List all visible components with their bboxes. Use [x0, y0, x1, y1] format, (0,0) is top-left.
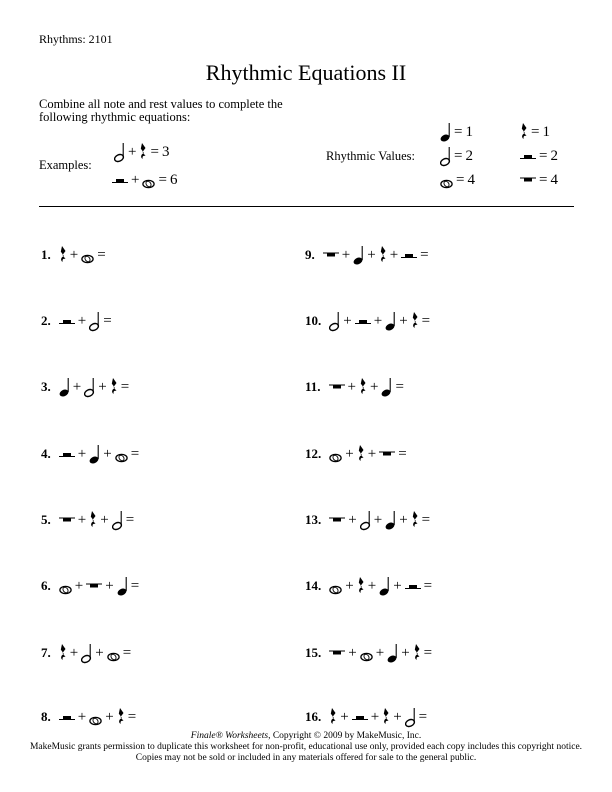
equals-sign: =: [125, 511, 135, 528]
quarter-rest-icon: [520, 121, 528, 143]
plus-sign: +: [95, 644, 104, 661]
equals-sign: =: [531, 123, 540, 140]
equation-number: 2.: [41, 313, 51, 328]
rhythmic-value-half-rest: [520, 144, 558, 168]
rhythmic-value-whole-note: [440, 168, 475, 192]
equals-sign: =: [130, 445, 140, 462]
quarter-rest-icon: [59, 642, 67, 664]
half-note-icon: [329, 310, 340, 332]
divider-line: [39, 206, 574, 207]
rhythmic-values-label: Rhythmic Values:: [326, 149, 416, 163]
equation-number: 8.: [41, 709, 51, 724]
equation-7: [41, 641, 134, 665]
quarter-rest-icon: [139, 141, 147, 163]
equation-number: 15.: [305, 645, 322, 660]
equation-number: 11.: [305, 379, 321, 394]
result-value: 2: [550, 147, 558, 164]
plus-sign: +: [105, 577, 114, 594]
plus-sign: +: [98, 378, 107, 395]
plus-sign: +: [348, 644, 357, 661]
rhythmic-value-quarter-note: [440, 120, 473, 144]
equals-sign: =: [122, 644, 132, 661]
plus-sign: +: [69, 246, 79, 263]
quarter-note-icon: [353, 244, 364, 266]
quarter-rest-icon: [411, 509, 419, 531]
half-note-icon: [112, 509, 123, 531]
whole-rest-icon: [329, 642, 345, 664]
equation-4: [41, 442, 142, 466]
equation-2: [41, 309, 115, 333]
plus-sign: +: [128, 143, 137, 160]
equals-sign: =: [395, 378, 404, 395]
whole-note-icon: [89, 706, 102, 728]
equation-3: [41, 375, 132, 399]
plus-sign: +: [74, 577, 84, 594]
equation-number: 9.: [305, 247, 315, 262]
equals-sign: =: [158, 171, 167, 188]
equals-sign: =: [421, 312, 431, 329]
equation-number: 16.: [305, 709, 322, 724]
whole-rest-icon: [520, 169, 536, 191]
equals-sign: =: [539, 171, 548, 188]
half-rest-icon: [520, 145, 536, 167]
result-value: 6: [169, 171, 178, 188]
equation-8: [41, 705, 139, 729]
worksheet-id: Rhythms: 2101: [39, 32, 113, 46]
equation-number: 12.: [305, 446, 322, 461]
plus-sign: +: [399, 312, 408, 329]
equation-14: [305, 574, 435, 598]
equals-sign: =: [421, 511, 431, 528]
plus-sign: +: [393, 577, 402, 594]
equation-number: 10.: [305, 313, 322, 328]
half-note-icon: [114, 141, 125, 163]
footer-copyright: , Copyright © 2009 by MakeMusic, Inc.: [268, 731, 422, 741]
half-rest-icon: [405, 575, 421, 597]
plus-sign: +: [375, 644, 385, 661]
quarter-rest-icon: [329, 706, 337, 728]
examples-label: Examples:: [39, 158, 92, 172]
plus-sign: +: [393, 708, 402, 725]
whole-note-icon: [329, 443, 342, 465]
equation-12: [305, 442, 410, 466]
whole-rest-icon: [323, 244, 339, 266]
equation-number: 13.: [305, 512, 322, 527]
plus-sign: +: [105, 708, 114, 725]
equation-6: [41, 574, 142, 598]
quarter-note-icon: [89, 443, 100, 465]
footer-permission: MakeMusic grants permission to duplicate this worksheet for non-profit, educational use only, provided each copy includes this copyright notice.: [29, 742, 583, 752]
plus-sign: +: [367, 445, 377, 462]
whole-note-icon: [142, 169, 155, 191]
footer-title: Finale® Worksheets: [190, 731, 269, 741]
plus-sign: +: [72, 378, 82, 395]
plus-sign: +: [401, 644, 410, 661]
whole-note-icon: [59, 575, 72, 597]
half-note-icon: [440, 145, 451, 167]
equals-sign: =: [127, 708, 137, 725]
quarter-note-icon: [440, 121, 451, 143]
example-equation: [114, 140, 169, 164]
plus-sign: +: [100, 511, 109, 528]
quarter-rest-icon: [117, 706, 125, 728]
equation-number: 1.: [41, 247, 51, 262]
equation-10: [305, 309, 433, 333]
equation-16: [305, 705, 430, 729]
plus-sign: +: [341, 246, 351, 263]
plus-sign: +: [370, 378, 379, 395]
whole-note-icon: [107, 642, 120, 664]
whole-note-icon: [440, 169, 453, 191]
equation-13: [305, 508, 433, 532]
equals-sign: =: [423, 644, 433, 661]
quarter-rest-icon: [411, 310, 419, 332]
equation-number: 6.: [41, 578, 51, 593]
whole-note-icon: [329, 575, 342, 597]
equals-sign: =: [398, 445, 407, 462]
example-equation: [112, 168, 177, 192]
half-note-icon: [84, 376, 95, 398]
page-title: Rhythmic Equations II: [205, 60, 407, 85]
plus-sign: +: [343, 312, 352, 329]
equation-number: 14.: [305, 578, 322, 593]
plus-sign: +: [103, 445, 112, 462]
half-note-icon: [89, 310, 100, 332]
equals-sign: =: [454, 123, 463, 140]
equation-number: 3.: [41, 379, 51, 394]
equals-sign: =: [130, 577, 140, 594]
plus-sign: +: [348, 511, 357, 528]
whole-rest-icon: [86, 575, 102, 597]
equals-sign: =: [120, 378, 130, 395]
quarter-note-icon: [385, 509, 396, 531]
half-rest-icon: [355, 310, 371, 332]
plus-sign: +: [373, 312, 383, 329]
quarter-rest-icon: [379, 244, 387, 266]
plus-sign: +: [373, 511, 383, 528]
equation-number: 7.: [41, 645, 51, 660]
plus-sign: +: [367, 577, 377, 594]
equals-sign: =: [454, 147, 463, 164]
instructions-text: Combine all note and rest values to complete the following rhythmic equations:: [39, 97, 283, 124]
result-value: 2: [465, 147, 473, 164]
plus-sign: +: [370, 708, 380, 725]
equation-9: [305, 243, 432, 267]
whole-note-icon: [81, 244, 94, 266]
whole-note-icon: [360, 642, 373, 664]
quarter-rest-icon: [382, 706, 390, 728]
result-value: 3: [161, 143, 170, 160]
plus-sign: +: [77, 511, 87, 528]
whole-rest-icon: [59, 509, 75, 531]
equals-sign: =: [97, 246, 106, 263]
plus-sign: +: [345, 445, 354, 462]
result-value: 4: [550, 171, 558, 188]
whole-rest-icon: [329, 509, 345, 531]
half-note-icon: [360, 509, 371, 531]
plus-sign: +: [389, 246, 399, 263]
plus-sign: +: [131, 171, 140, 188]
quarter-note-icon: [117, 575, 128, 597]
half-rest-icon: [401, 244, 417, 266]
equals-sign: =: [103, 312, 112, 329]
quarter-note-icon: [381, 376, 392, 398]
quarter-note-icon: [379, 575, 390, 597]
equation-number: 4.: [41, 446, 51, 461]
quarter-rest-icon: [357, 575, 365, 597]
quarter-rest-icon: [59, 244, 67, 266]
quarter-note-icon: [385, 310, 396, 332]
quarter-rest-icon: [357, 443, 365, 465]
equation-1: [41, 243, 109, 267]
equals-sign: =: [539, 147, 548, 164]
half-rest-icon: [59, 443, 75, 465]
half-rest-icon: [112, 169, 128, 191]
quarter-rest-icon: [110, 376, 118, 398]
whole-note-icon: [115, 443, 128, 465]
plus-sign: +: [77, 708, 87, 725]
equation-number: 5.: [41, 512, 51, 527]
plus-sign: +: [347, 378, 357, 395]
footer: [0, 731, 612, 764]
rhythmic-value-half-note: [440, 144, 473, 168]
half-rest-icon: [59, 706, 75, 728]
plus-sign: +: [69, 644, 79, 661]
equation-15: [305, 641, 435, 665]
equals-sign: =: [418, 708, 428, 725]
plus-sign: +: [367, 246, 376, 263]
half-note-icon: [405, 706, 416, 728]
whole-rest-icon: [379, 443, 395, 465]
result-value: 1: [542, 123, 550, 140]
half-note-icon: [81, 642, 92, 664]
quarter-note-icon: [387, 642, 398, 664]
quarter-note-icon: [59, 376, 70, 398]
plus-sign: +: [345, 577, 354, 594]
equation-5: [41, 508, 137, 532]
footer-restriction: Copies may not be sold or included in any materials offered for sale to the general public.: [135, 753, 477, 763]
plus-sign: +: [399, 511, 408, 528]
rhythmic-value-quarter-rest: [520, 120, 550, 144]
equals-sign: =: [420, 246, 429, 263]
plus-sign: +: [77, 312, 87, 329]
plus-sign: +: [340, 708, 349, 725]
plus-sign: +: [77, 445, 87, 462]
quarter-rest-icon: [359, 376, 367, 398]
rhythmic-value-whole-rest: [520, 168, 558, 192]
equals-sign: =: [423, 577, 433, 594]
whole-rest-icon: [329, 376, 345, 398]
equals-sign: =: [150, 143, 159, 160]
half-rest-icon: [352, 706, 368, 728]
quarter-rest-icon: [413, 642, 421, 664]
equation-11: [305, 375, 407, 399]
half-rest-icon: [59, 310, 75, 332]
result-value: 4: [467, 171, 475, 188]
equals-sign: =: [456, 171, 465, 188]
result-value: 1: [465, 123, 473, 140]
quarter-rest-icon: [89, 509, 97, 531]
